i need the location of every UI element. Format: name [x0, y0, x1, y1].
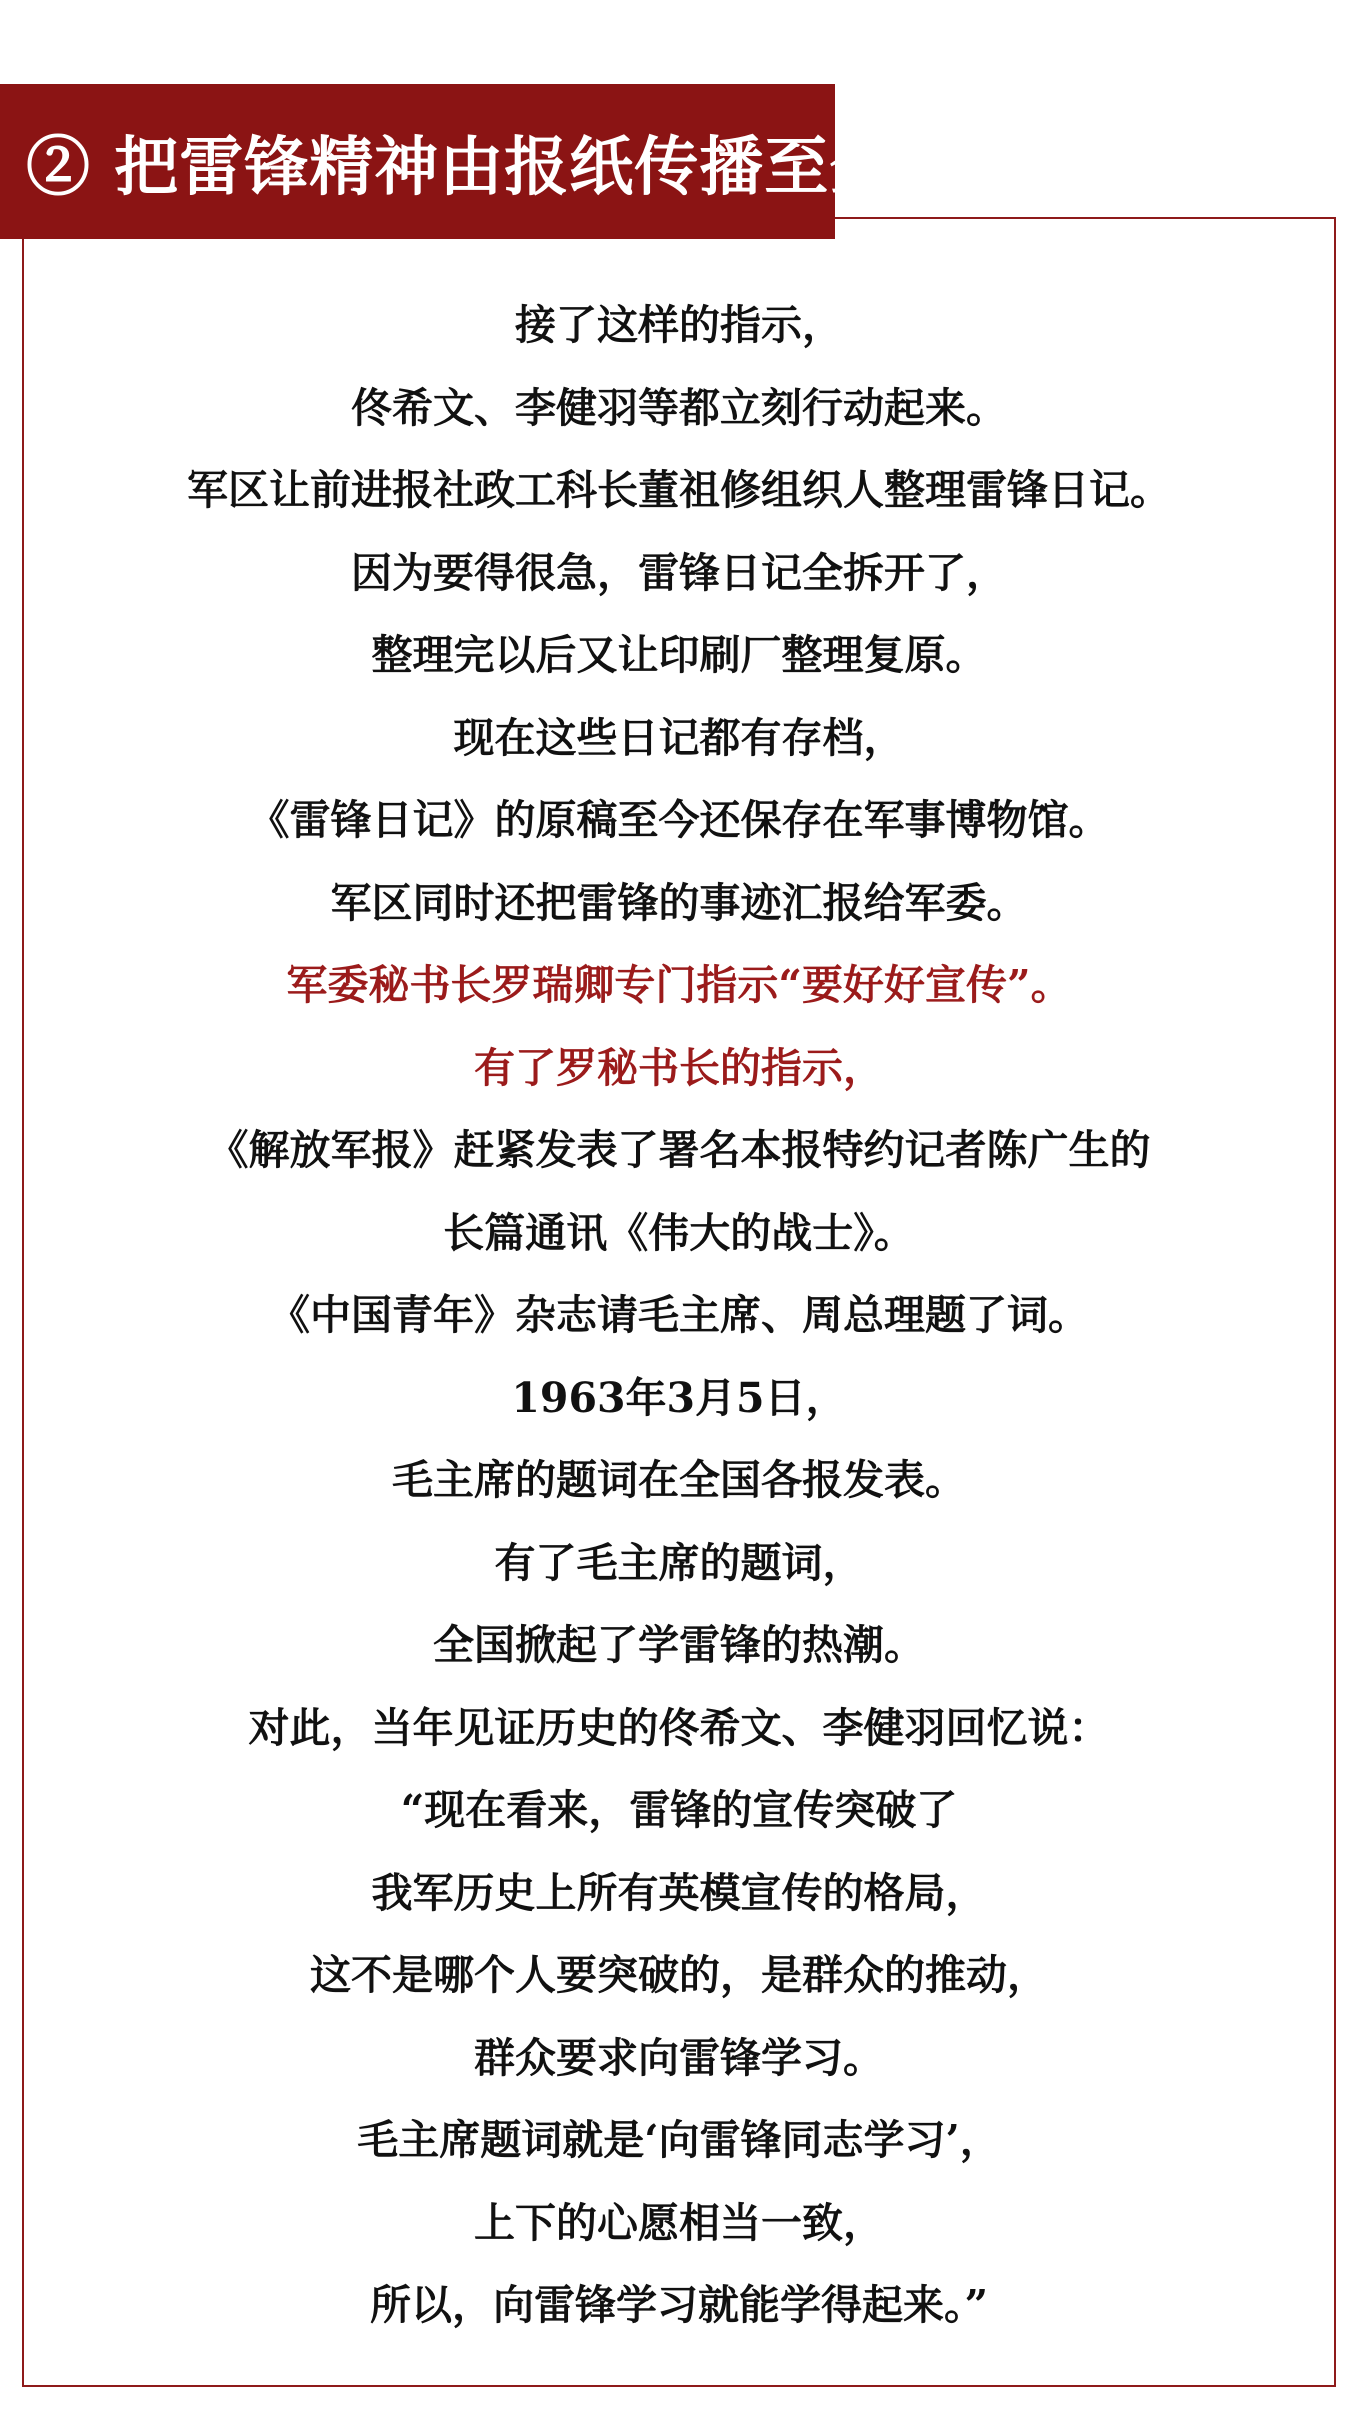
- article-line: 毛主席的题词在全国各报发表。: [392, 1456, 966, 1504]
- article-line: 军区让前进报社政工科长董祖修组织人整理雷锋日记。: [187, 466, 1171, 514]
- article-line: 对此，当年见证历史的佟希文、李健羽回忆说：: [248, 1703, 1110, 1752]
- article-line: 所以，向雷锋学习就能学得起来。”: [369, 2281, 989, 2329]
- article-line: 《解放军报》赶紧发表了署名本报特约记者陈广生的: [207, 1126, 1151, 1174]
- article-line: 这不是哪个人要突破的，是群众的推动，: [310, 1951, 1048, 1999]
- article-line: 《中国青年》杂志请毛主席、周总理题了词。: [269, 1291, 1089, 1339]
- article-line: “现在看来，雷锋的宣传突破了: [400, 1786, 958, 1834]
- article-line: 佟希文、李健羽等都立刻行动起来。: [351, 383, 1007, 432]
- article-line: 军区同时还把雷锋的事迹汇报给军委。: [330, 878, 1028, 927]
- article-line: 上下的心愿相当一致，: [474, 2198, 884, 2247]
- article-line: 《雷锋日记》的原稿至今还保存在军事博物馆。: [248, 796, 1110, 844]
- article-line: 有了毛主席的题词，: [494, 1538, 864, 1587]
- section-title: ② 把雷锋精神由报纸传播至全国: [26, 129, 960, 205]
- article-body: [0, 284, 1358, 2347]
- article-line-highlight: 有了罗秘书长的指示，: [474, 1043, 884, 1092]
- article-line: 群众要求向雷锋学习。: [474, 2033, 884, 2082]
- article-line: 因为要得很急，雷锋日记全拆开了，: [351, 548, 1007, 597]
- article-line: 整理完以后又让印刷厂整理复原。: [371, 631, 987, 679]
- article-line: 1963年3月5日，: [511, 1373, 847, 1422]
- article-line: 长篇通讯《伟大的战士》。: [443, 1208, 915, 1257]
- article-line-highlight: 军委秘书长罗瑞卿专门指示“要好好宣传”。: [286, 961, 1072, 1009]
- article-line: 全国掀起了学雷锋的热潮。: [433, 1621, 925, 1669]
- article-line: 现在这些日记都有存档，: [453, 713, 905, 762]
- article-line: 我军历史上所有英模宣传的格局，: [371, 1868, 987, 1917]
- article-line: 毛主席题词就是‘向雷锋同志学习’，: [357, 2116, 1001, 2164]
- article-line: 接了这样的指示，: [515, 301, 843, 349]
- section-header-banner: [0, 84, 960, 239]
